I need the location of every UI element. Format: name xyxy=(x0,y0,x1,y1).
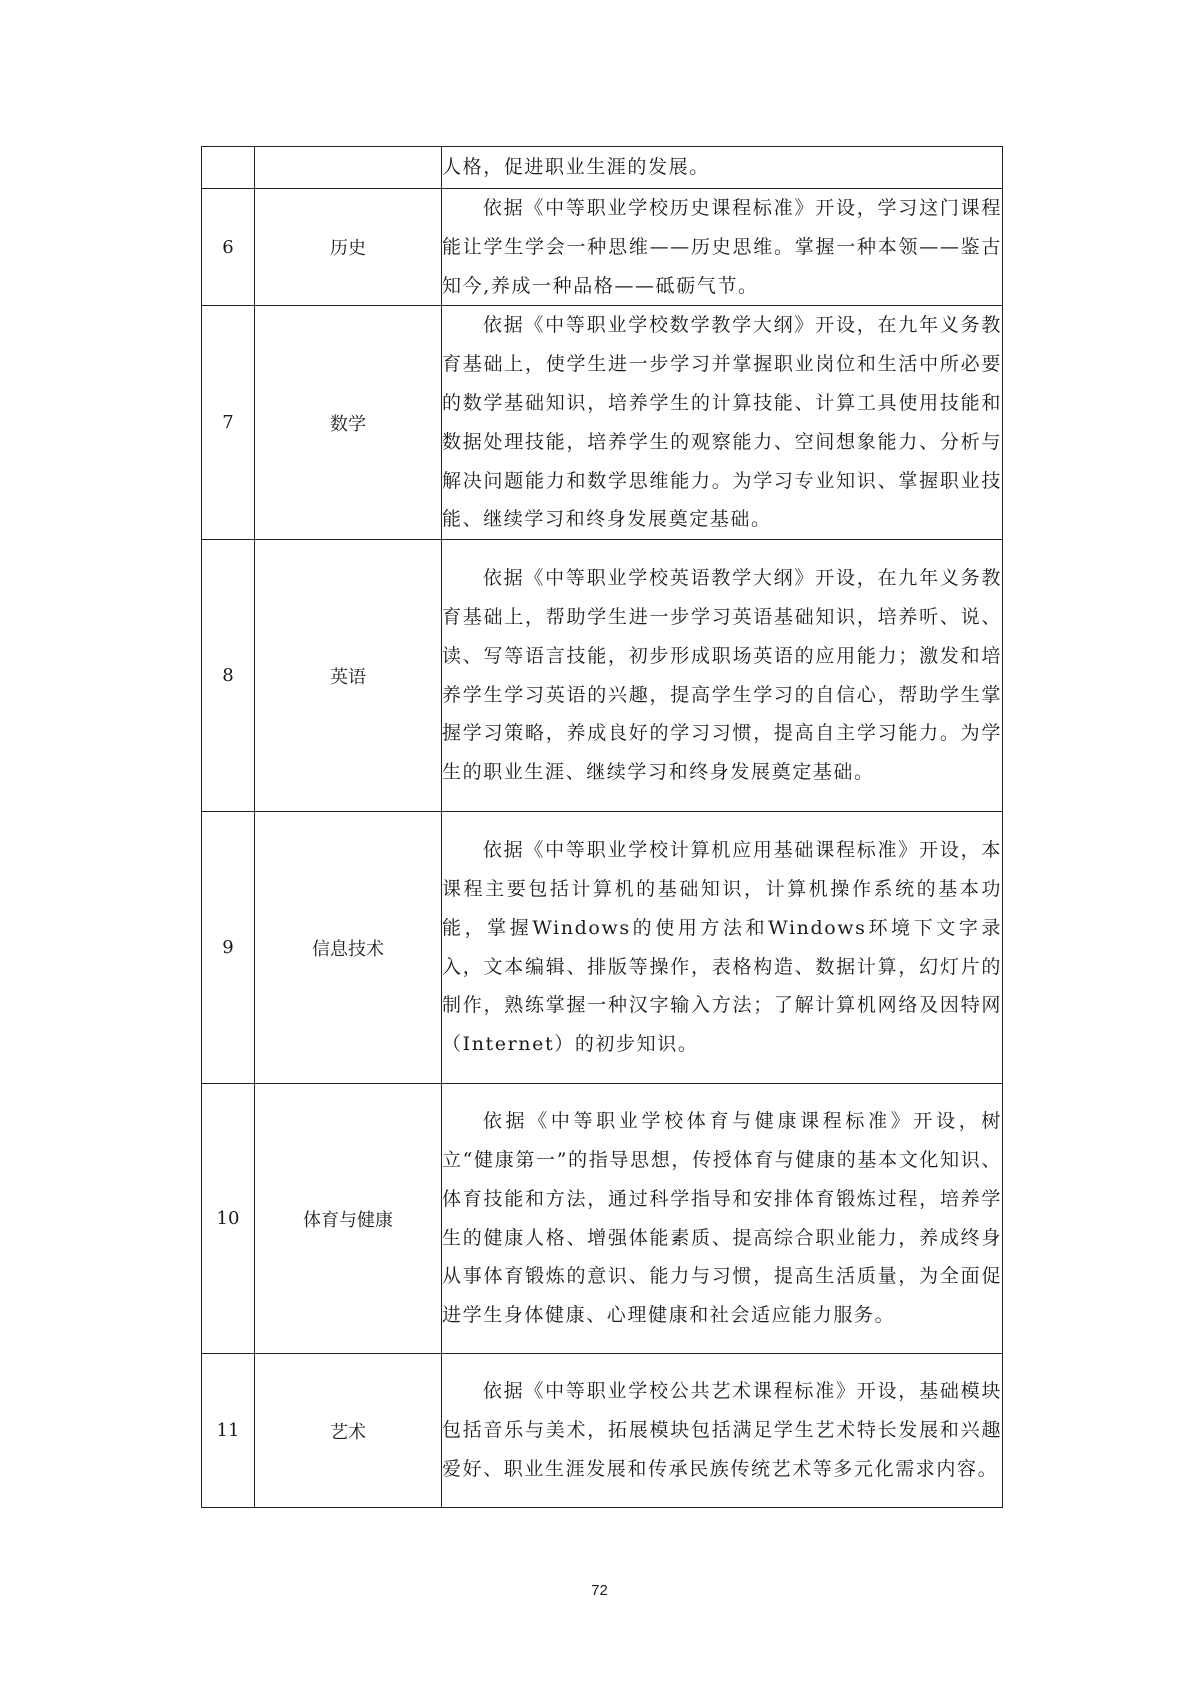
course-name: 英语 xyxy=(255,540,442,812)
row-number: 8 xyxy=(202,540,255,812)
course-table xyxy=(201,146,1003,1508)
row-number: 9 xyxy=(202,812,255,1084)
course-description: 依据《中等职业学校公共艺术课程标准》开设，基础模块包括音乐与美术，拓展模块包括满足学生艺术特长发展和兴趣爱好、职业生涯发展和传承民族传统艺术等多元化需求内容。 xyxy=(442,1354,1003,1508)
row-number xyxy=(202,147,255,189)
table-row xyxy=(202,1354,1003,1508)
course-name: 历史 xyxy=(255,189,442,306)
row-number: 7 xyxy=(202,306,255,540)
course-name: 信息技术 xyxy=(255,812,442,1084)
course-description: 依据《中等职业学校历史课程标准》开设，学习这门课程能让学生学会一种思维——历史思维。掌握一种本领——鉴古知今,养成一种品格——砥砺气节。 xyxy=(442,189,1003,306)
table-row xyxy=(202,147,1003,189)
course-description: 依据《中等职业学校数学教学大纲》开设，在九年义务教育基础上，使学生进一步学习并掌握职业岗位和生活中所必要的数学基础知识，培养学生的计算技能、计算工具使用技能和数据处理技能，培养学生的观察能力、空间想象能力、分析与解决问题能力和数学思维能力。为学习专业知识、掌握职业技能、继续学习和终身发展奠定基础。 xyxy=(442,306,1003,540)
course-description: 依据《中等职业学校英语教学大纲》开设，在九年义务教育基础上，帮助学生进一步学习英语基础知识，培养听、说、读、写等语言技能，初步形成职场英语的应用能力；激发和培养学生学习英语的兴趣，提高学生学习的自信心，帮助学生掌握学习策略，养成良好的学习习惯，提高自主学习能力。为学生的职业生涯、继续学习和终身发展奠定基础。 xyxy=(442,540,1003,812)
row-number: 10 xyxy=(202,1084,255,1354)
course-name: 体育与健康 xyxy=(255,1084,442,1354)
row-number: 11 xyxy=(202,1354,255,1508)
course-description: 人格，促进职业生涯的发展。 xyxy=(442,147,1003,189)
page-number: 72 xyxy=(591,1582,608,1599)
table-row xyxy=(202,189,1003,306)
course-description: 依据《中等职业学校体育与健康课程标准》开设，树立“健康第一”的指导思想，传授体育与健康的基本文化知识、体育技能和方法，通过科学指导和安排体育锻炼过程，培养学生的健康人格、增强体能素质、提高综合职业能力，养成终身从事体育锻炼的意识、能力与习惯，提高生活质量，为全面促进学生身体健康、心理健康和社会适应能力服务。 xyxy=(442,1084,1003,1354)
course-description: 依据《中等职业学校计算机应用基础课程标准》开设，本课程主要包括计算机的基础知识，计算机操作系统的基本功能，掌握Windows的使用方法和Windows环境下文字录入，文本编辑、排版等操作，表格构造、数据计算，幻灯片的制作，熟练掌握一种汉字输入方法；了解计算机网络及因特网（Internet）的初步知识。 xyxy=(442,812,1003,1084)
course-name: 数学 xyxy=(255,306,442,540)
table-row xyxy=(202,540,1003,812)
course-name xyxy=(255,147,442,189)
course-name: 艺术 xyxy=(255,1354,442,1508)
row-number: 6 xyxy=(202,189,255,306)
table-row xyxy=(202,812,1003,1084)
table-row xyxy=(202,306,1003,540)
table-row xyxy=(202,1084,1003,1354)
